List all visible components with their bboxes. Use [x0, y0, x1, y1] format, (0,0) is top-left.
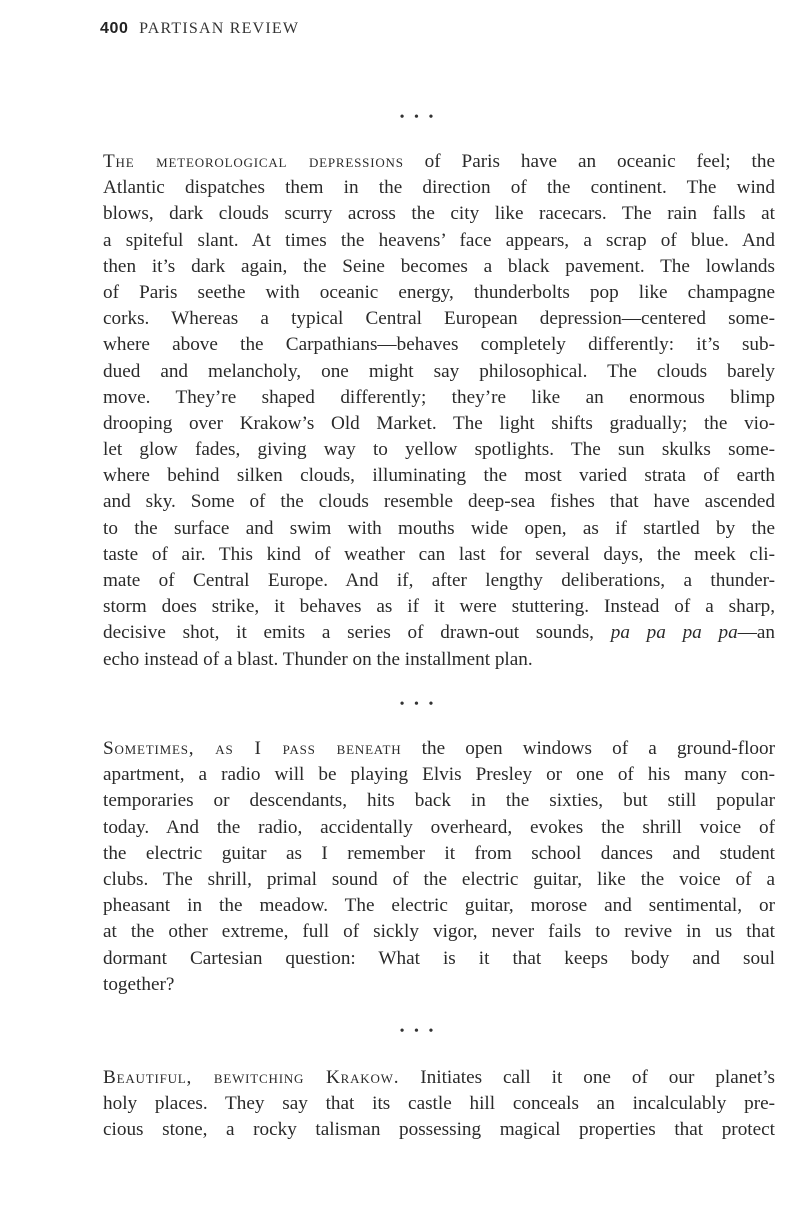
text-line: today. And the radio, accidentally overheard, evokes the shrill voice of [103, 816, 775, 838]
text-line: temporaries or descendants, hits back in the sixties, but still popular [103, 790, 775, 812]
text-line: cious stone, a rocky talisman possessing magical properties that protect [103, 1119, 775, 1141]
section-divider: • • • [399, 110, 437, 125]
text-line: Atlantic dispatches them in the direction of the continent. The wind [103, 177, 775, 199]
page-number: 400 [100, 20, 129, 37]
text-line: dued and melancholy, one might say philosophical. The clouds barely [103, 360, 775, 382]
text-line: the electric guitar as I remember it from school dances and student [103, 842, 775, 864]
lead-in: Sometimes, as I pass beneath [103, 738, 402, 759]
journal-title: PARTISAN REVIEW [139, 20, 300, 37]
text-line: taste of air. This kind of weather can last for several days, the meek cli- [103, 543, 775, 565]
text-line: apartment, a radio will be playing Elvis Presley or one of his many con- [103, 764, 775, 786]
paragraph-weather [103, 149, 775, 673]
paragraph-krakow [103, 1065, 775, 1144]
text-line: Sometimes, as I pass beneath the open windows of a ground-floor [103, 738, 776, 759]
text-line: The meteorological depressions of Paris have an oceanic feel; the [103, 151, 775, 172]
text-line: and sky. Some of the clouds resemble deep-sea fishes that have ascended [103, 491, 775, 513]
section-divider: • • • [399, 697, 437, 712]
text-line: blows, dark clouds scurry across the city like racecars. The rain falls at [103, 203, 775, 225]
text-line: then it’s dark again, the Seine becomes a black pavement. The lowlands [103, 255, 775, 277]
text-line: together? [103, 973, 175, 995]
text-line: where behind silken clouds, illuminating the most varied strata of earth [103, 465, 775, 487]
lead-in: Beautiful, bewitching Krakow. [103, 1067, 400, 1088]
italic-phrase: pa pa pa pa [610, 622, 738, 644]
lead-in: The meteorological depressions [103, 151, 404, 172]
text-line: clubs. The shrill, primal sound of the electric guitar, like the voice of a [103, 868, 775, 890]
text-line: corks. Whereas a typical Central European depression—centered some- [103, 308, 775, 330]
text-line: a spiteful slant. At times the heavens’ face appears, a scrap of blue. And [103, 229, 775, 251]
text-line: let glow fades, giving way to yellow spotlights. The sun skulks some- [103, 439, 775, 461]
text-line: to the surface and swim with mouths wide open, as if startled by the [103, 517, 775, 539]
running-head [100, 20, 299, 38]
text-line: at the other extreme, full of sickly vigor, never fails to revive in us that [103, 921, 775, 943]
text-line: move. They’re shaped differently; they’re like an enormous blimp [103, 386, 775, 408]
text-line: pheasant in the meadow. The electric guitar, morose and sentimental, or [103, 895, 775, 917]
paragraph-guitar [103, 736, 775, 998]
text-line: holy places. They say that its castle hill conceals an incalculably pre- [103, 1093, 775, 1115]
text-line: mate of Central Europe. And if, after lengthy deliberations, a thunder- [103, 570, 775, 591]
section-divider: • • • [399, 1024, 437, 1039]
text-line: Beautiful, bewitching Krakow. Initiates call it one of our planet’s [103, 1067, 776, 1088]
text-line: where above the Carpathians—behaves completely differently: it’s sub- [103, 334, 775, 356]
text-line: echo instead of a blast. Thunder on the installment plan. [103, 648, 533, 670]
text-line: drooping over Krakow’s Old Market. The light shifts gradually; the vio- [103, 412, 775, 434]
text-line: decisive shot, it emits a series of drawn-out sounds, pa pa pa pa—an [103, 622, 776, 644]
text-line: dormant Cartesian question: What is it that keeps body and soul [103, 947, 775, 969]
text-line: storm does strike, it behaves as if it were stuttering. Instead of a sharp, [103, 596, 775, 618]
text-line: of Paris seethe with oceanic energy, thunderbolts pop like champagne [103, 281, 775, 303]
